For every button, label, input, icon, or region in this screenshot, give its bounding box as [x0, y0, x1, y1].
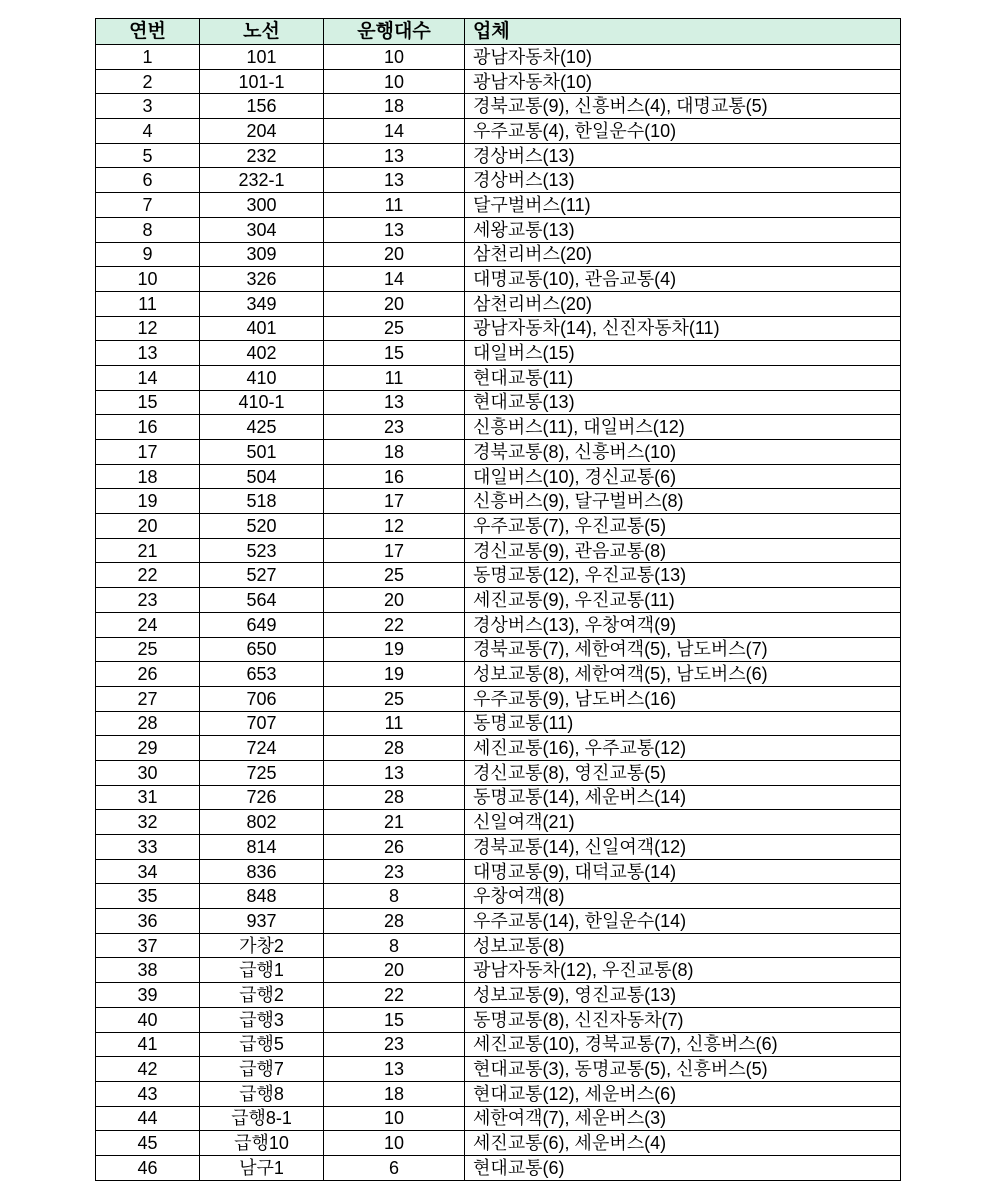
- table-row: [96, 958, 901, 983]
- cell-vehicle-count: 26: [324, 835, 465, 860]
- table-row: [96, 1155, 901, 1180]
- cell-company: 동명교통(14), 세운버스(14): [465, 785, 901, 810]
- cell-route: 410: [200, 365, 324, 390]
- cell-vehicle-count: 25: [324, 316, 465, 341]
- table-row: [96, 365, 901, 390]
- cell-number: 46: [96, 1155, 200, 1180]
- cell-vehicle-count: 28: [324, 909, 465, 934]
- cell-vehicle-count: 20: [324, 588, 465, 613]
- cell-route: 520: [200, 514, 324, 539]
- cell-vehicle-count: 17: [324, 538, 465, 563]
- cell-vehicle-count: 14: [324, 267, 465, 292]
- table-row: [96, 341, 901, 366]
- table-row: [96, 612, 901, 637]
- cell-number: 29: [96, 736, 200, 761]
- cell-number: 23: [96, 588, 200, 613]
- cell-company: 대일버스(15): [465, 341, 901, 366]
- cell-route: 급행8: [200, 1081, 324, 1106]
- cell-route: 523: [200, 538, 324, 563]
- cell-vehicle-count: 18: [324, 94, 465, 119]
- cell-company: 광남자동차(10): [465, 45, 901, 70]
- table-row: [96, 1032, 901, 1057]
- cell-vehicle-count: 23: [324, 1032, 465, 1057]
- cell-number: 20: [96, 514, 200, 539]
- table-row: [96, 835, 901, 860]
- cell-company: 현대교통(3), 동명교통(5), 신흥버스(5): [465, 1057, 901, 1082]
- cell-route: 급행2: [200, 983, 324, 1008]
- cell-route: 518: [200, 489, 324, 514]
- cell-company: 경상버스(13): [465, 143, 901, 168]
- table-row: [96, 662, 901, 687]
- cell-company: 현대교통(13): [465, 390, 901, 415]
- table-row: [96, 94, 901, 119]
- cell-route: 101-1: [200, 69, 324, 94]
- bus-route-table: [95, 18, 901, 1181]
- cell-company: 신일여객(21): [465, 810, 901, 835]
- cell-vehicle-count: 20: [324, 242, 465, 267]
- cell-company: 경신교통(8), 영진교통(5): [465, 760, 901, 785]
- cell-number: 13: [96, 341, 200, 366]
- cell-number: 44: [96, 1106, 200, 1131]
- cell-number: 38: [96, 958, 200, 983]
- cell-company: 경북교통(14), 신일여객(12): [465, 835, 901, 860]
- cell-vehicle-count: 19: [324, 637, 465, 662]
- cell-vehicle-count: 17: [324, 489, 465, 514]
- table-row: [96, 1007, 901, 1032]
- cell-company: 세진교통(9), 우진교통(11): [465, 588, 901, 613]
- cell-vehicle-count: 8: [324, 933, 465, 958]
- table-row: [96, 464, 901, 489]
- cell-vehicle-count: 13: [324, 217, 465, 242]
- cell-number: 31: [96, 785, 200, 810]
- cell-number: 2: [96, 69, 200, 94]
- table-row: [96, 267, 901, 292]
- cell-company: 대명교통(9), 대덕교통(14): [465, 859, 901, 884]
- cell-company: 광남자동차(12), 우진교통(8): [465, 958, 901, 983]
- table-row: [96, 785, 901, 810]
- cell-route: 급행7: [200, 1057, 324, 1082]
- cell-company: 삼천리버스(20): [465, 242, 901, 267]
- table-row: [96, 514, 901, 539]
- table-row: [96, 440, 901, 465]
- cell-vehicle-count: 22: [324, 612, 465, 637]
- cell-vehicle-count: 20: [324, 958, 465, 983]
- cell-number: 1: [96, 45, 200, 70]
- cell-company: 동명교통(8), 신진자동차(7): [465, 1007, 901, 1032]
- cell-vehicle-count: 13: [324, 760, 465, 785]
- table-row: [96, 933, 901, 958]
- table-row: [96, 760, 901, 785]
- cell-route: 급행10: [200, 1131, 324, 1156]
- cell-vehicle-count: 15: [324, 1007, 465, 1032]
- cell-route: 649: [200, 612, 324, 637]
- cell-vehicle-count: 10: [324, 1131, 465, 1156]
- cell-vehicle-count: 13: [324, 168, 465, 193]
- cell-number: 35: [96, 884, 200, 909]
- table-row: [96, 538, 901, 563]
- cell-route: 726: [200, 785, 324, 810]
- cell-company: 동명교통(12), 우진교통(13): [465, 563, 901, 588]
- cell-number: 37: [96, 933, 200, 958]
- cell-vehicle-count: 23: [324, 859, 465, 884]
- cell-vehicle-count: 11: [324, 365, 465, 390]
- cell-route: 725: [200, 760, 324, 785]
- cell-vehicle-count: 13: [324, 390, 465, 415]
- cell-vehicle-count: 10: [324, 69, 465, 94]
- cell-company: 현대교통(6): [465, 1155, 901, 1180]
- cell-number: 43: [96, 1081, 200, 1106]
- cell-company: 세왕교통(13): [465, 217, 901, 242]
- table-row: [96, 588, 901, 613]
- cell-route: 724: [200, 736, 324, 761]
- cell-vehicle-count: 16: [324, 464, 465, 489]
- header-company: 업체: [465, 19, 901, 45]
- cell-route: 706: [200, 686, 324, 711]
- cell-route: 814: [200, 835, 324, 860]
- cell-company: 광남자동차(14), 신진자동차(11): [465, 316, 901, 341]
- cell-route: 848: [200, 884, 324, 909]
- table-row: [96, 736, 901, 761]
- table-row: [96, 1057, 901, 1082]
- cell-number: 42: [96, 1057, 200, 1082]
- cell-route: 232-1: [200, 168, 324, 193]
- cell-vehicle-count: 22: [324, 983, 465, 1008]
- cell-route: 653: [200, 662, 324, 687]
- cell-number: 10: [96, 267, 200, 292]
- cell-number: 19: [96, 489, 200, 514]
- cell-company: 동명교통(11): [465, 711, 901, 736]
- cell-company: 경북교통(7), 세한여객(5), 남도버스(7): [465, 637, 901, 662]
- cell-company: 세한여객(7), 세운버스(3): [465, 1106, 901, 1131]
- cell-company: 현대교통(12), 세운버스(6): [465, 1081, 901, 1106]
- cell-route: 425: [200, 415, 324, 440]
- cell-route: 급행3: [200, 1007, 324, 1032]
- table-row: [96, 217, 901, 242]
- cell-route: 309: [200, 242, 324, 267]
- cell-company: 신흥버스(9), 달구벌버스(8): [465, 489, 901, 514]
- table-row: [96, 69, 901, 94]
- cell-route: 402: [200, 341, 324, 366]
- cell-route: 가창2: [200, 933, 324, 958]
- cell-vehicle-count: 15: [324, 341, 465, 366]
- cell-route: 156: [200, 94, 324, 119]
- cell-route: 650: [200, 637, 324, 662]
- cell-vehicle-count: 10: [324, 1106, 465, 1131]
- cell-company: 경상버스(13), 우창여객(9): [465, 612, 901, 637]
- table-row: [96, 1131, 901, 1156]
- cell-route: 401: [200, 316, 324, 341]
- table-row: [96, 119, 901, 144]
- cell-company: 삼천리버스(20): [465, 291, 901, 316]
- cell-company: 우창여객(8): [465, 884, 901, 909]
- cell-number: 26: [96, 662, 200, 687]
- cell-number: 18: [96, 464, 200, 489]
- cell-vehicle-count: 18: [324, 1081, 465, 1106]
- cell-route: 501: [200, 440, 324, 465]
- table-row: [96, 563, 901, 588]
- cell-vehicle-count: 13: [324, 1057, 465, 1082]
- header-number: 연번: [96, 19, 200, 45]
- cell-vehicle-count: 28: [324, 736, 465, 761]
- cell-number: 25: [96, 637, 200, 662]
- cell-company: 경상버스(13): [465, 168, 901, 193]
- cell-route: 707: [200, 711, 324, 736]
- cell-number: 27: [96, 686, 200, 711]
- cell-number: 3: [96, 94, 200, 119]
- cell-company: 성보교통(8): [465, 933, 901, 958]
- cell-route: 남구1: [200, 1155, 324, 1180]
- cell-vehicle-count: 23: [324, 415, 465, 440]
- cell-route: 급행1: [200, 958, 324, 983]
- cell-number: 30: [96, 760, 200, 785]
- cell-company: 세진교통(16), 우주교통(12): [465, 736, 901, 761]
- cell-route: 101: [200, 45, 324, 70]
- cell-route: 564: [200, 588, 324, 613]
- cell-number: 16: [96, 415, 200, 440]
- cell-route: 326: [200, 267, 324, 292]
- cell-number: 22: [96, 563, 200, 588]
- cell-vehicle-count: 12: [324, 514, 465, 539]
- cell-company: 우주교통(7), 우진교통(5): [465, 514, 901, 539]
- cell-vehicle-count: 6: [324, 1155, 465, 1180]
- cell-vehicle-count: 25: [324, 563, 465, 588]
- cell-number: 41: [96, 1032, 200, 1057]
- table-row: [96, 390, 901, 415]
- cell-company: 경북교통(9), 신흥버스(4), 대명교통(5): [465, 94, 901, 119]
- cell-number: 40: [96, 1007, 200, 1032]
- header-vehicle-count: 운행대수: [324, 19, 465, 45]
- cell-route: 504: [200, 464, 324, 489]
- cell-number: 4: [96, 119, 200, 144]
- cell-company: 우주교통(14), 한일운수(14): [465, 909, 901, 934]
- cell-company: 현대교통(11): [465, 365, 901, 390]
- cell-company: 달구벌버스(11): [465, 193, 901, 218]
- table-row: [96, 1081, 901, 1106]
- table-row: [96, 291, 901, 316]
- cell-number: 17: [96, 440, 200, 465]
- cell-route: 527: [200, 563, 324, 588]
- table-row: [96, 168, 901, 193]
- cell-vehicle-count: 18: [324, 440, 465, 465]
- cell-number: 8: [96, 217, 200, 242]
- cell-number: 6: [96, 168, 200, 193]
- cell-vehicle-count: 25: [324, 686, 465, 711]
- cell-vehicle-count: 13: [324, 143, 465, 168]
- cell-number: 21: [96, 538, 200, 563]
- cell-number: 14: [96, 365, 200, 390]
- cell-company: 세진교통(6), 세운버스(4): [465, 1131, 901, 1156]
- cell-number: 11: [96, 291, 200, 316]
- table-row: [96, 143, 901, 168]
- table-row: [96, 859, 901, 884]
- cell-number: 24: [96, 612, 200, 637]
- table-row: [96, 686, 901, 711]
- cell-vehicle-count: 11: [324, 193, 465, 218]
- header-route: 노선: [200, 19, 324, 45]
- cell-number: 32: [96, 810, 200, 835]
- cell-vehicle-count: 8: [324, 884, 465, 909]
- cell-number: 39: [96, 983, 200, 1008]
- cell-number: 34: [96, 859, 200, 884]
- cell-route: 232: [200, 143, 324, 168]
- cell-route: 410-1: [200, 390, 324, 415]
- cell-vehicle-count: 28: [324, 785, 465, 810]
- cell-route: 204: [200, 119, 324, 144]
- cell-number: 15: [96, 390, 200, 415]
- table-row: [96, 489, 901, 514]
- cell-number: 28: [96, 711, 200, 736]
- cell-route: 급행8-1: [200, 1106, 324, 1131]
- cell-company: 성보교통(9), 영진교통(13): [465, 983, 901, 1008]
- cell-company: 경북교통(8), 신흥버스(10): [465, 440, 901, 465]
- cell-company: 우주교통(9), 남도버스(16): [465, 686, 901, 711]
- cell-vehicle-count: 10: [324, 45, 465, 70]
- cell-company: 광남자동차(10): [465, 69, 901, 94]
- table-row: [96, 415, 901, 440]
- table-row: [96, 1106, 901, 1131]
- cell-number: 45: [96, 1131, 200, 1156]
- cell-route: 급행5: [200, 1032, 324, 1057]
- header-row: [96, 19, 901, 45]
- table-row: [96, 983, 901, 1008]
- cell-vehicle-count: 14: [324, 119, 465, 144]
- table-row: [96, 193, 901, 218]
- cell-company: 성보교통(8), 세한여객(5), 남도버스(6): [465, 662, 901, 687]
- table-row: [96, 810, 901, 835]
- cell-route: 937: [200, 909, 324, 934]
- table-row: [96, 316, 901, 341]
- table-row: [96, 242, 901, 267]
- cell-company: 대일버스(10), 경신교통(6): [465, 464, 901, 489]
- cell-number: 36: [96, 909, 200, 934]
- cell-route: 802: [200, 810, 324, 835]
- cell-number: 12: [96, 316, 200, 341]
- table-row: [96, 884, 901, 909]
- cell-company: 경신교통(9), 관음교통(8): [465, 538, 901, 563]
- cell-number: 33: [96, 835, 200, 860]
- cell-number: 7: [96, 193, 200, 218]
- cell-company: 세진교통(10), 경북교통(7), 신흥버스(6): [465, 1032, 901, 1057]
- cell-route: 349: [200, 291, 324, 316]
- cell-company: 대명교통(10), 관음교통(4): [465, 267, 901, 292]
- cell-route: 836: [200, 859, 324, 884]
- cell-number: 9: [96, 242, 200, 267]
- cell-vehicle-count: 19: [324, 662, 465, 687]
- cell-number: 5: [96, 143, 200, 168]
- cell-route: 304: [200, 217, 324, 242]
- table-row: [96, 45, 901, 70]
- table-row: [96, 909, 901, 934]
- table-row: [96, 711, 901, 736]
- cell-company: 우주교통(4), 한일운수(10): [465, 119, 901, 144]
- cell-vehicle-count: 21: [324, 810, 465, 835]
- table-row: [96, 637, 901, 662]
- cell-company: 신흥버스(11), 대일버스(12): [465, 415, 901, 440]
- cell-vehicle-count: 20: [324, 291, 465, 316]
- cell-vehicle-count: 11: [324, 711, 465, 736]
- cell-route: 300: [200, 193, 324, 218]
